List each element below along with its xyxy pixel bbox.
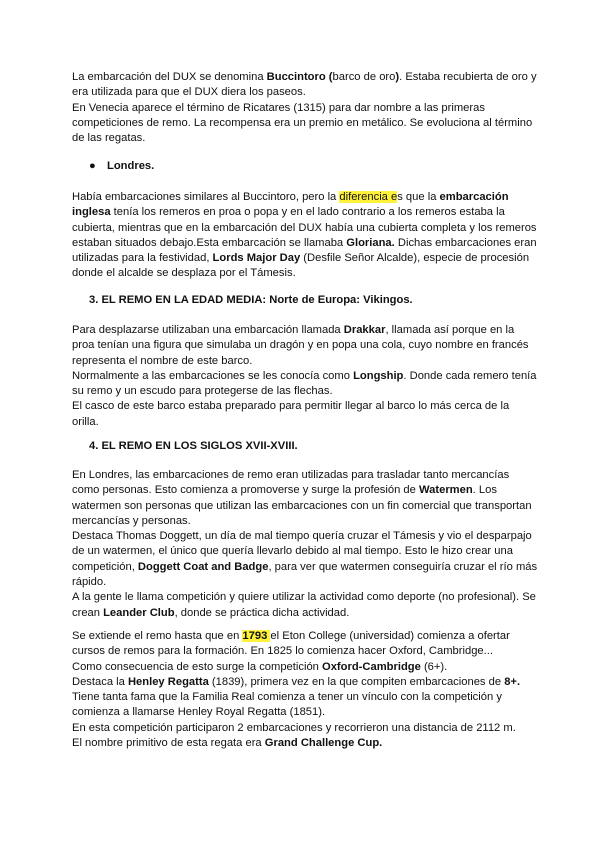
text-run: En Londres, las embarcaciones de remo eran utilizadas para trasladar tanto mercancías como personas. Esto comienza a promoverse y surge la profesión de (72, 469, 510, 497)
paragraph-line (72, 736, 538, 751)
text-run: A la gente le llama competición y quiere utilizar la actividad como deporte (no profesional). Se crean (72, 591, 536, 619)
highlighted-text: diferencia e (339, 191, 398, 203)
paragraph-line (72, 369, 538, 400)
paragraph-line (72, 468, 538, 529)
section-heading-4: 4. EL REMO EN LOS SIGLOS XVII-XVIII. (89, 440, 298, 452)
text-run: (1839), primera vez en la que compiten embarcaciones de (208, 675, 505, 688)
text-run: (Desfile Señor Alcalde), especie de procesión donde el alcalde se desplaza por el Támesis. (72, 252, 530, 280)
bold-term: ) (395, 71, 400, 83)
text-run: Para desplazarse utilizaban una embarcación llamada (72, 324, 344, 336)
text-run: . Los watermen son personas que utilizan las embarcaciones con un fin comercial que transportan mercancías y personas. (72, 484, 532, 527)
bullet-icon: ● (89, 160, 96, 172)
text-run: s que la (397, 191, 440, 203)
paragraph-vikings (72, 323, 538, 430)
text-run: barco de oro (332, 71, 396, 83)
bold-term: Buccintoro ( (266, 71, 333, 83)
bold-term: Longship (353, 369, 404, 382)
text-run: , llamada así porque en la proa tenían una figura que simulaba un dragón y en popa una cola, cuyo nombre en francés representa el nombre de este barco. (72, 324, 529, 367)
text-run: . Estaba recubierta de oro y era utilizada para que el DUX diera los paseos. (72, 71, 537, 99)
bold-term: Henley Regatta (127, 675, 209, 688)
text-run: Destaca Thomas Doggett, un día de mal tiempo quería cruzar el Támesis y vio el desparpajo de un watermen, el único que quería llevarlo debido al mal tiempo. Esto le hizo crear una competición, (72, 530, 532, 573)
bullet-heading-london: Londres. (107, 160, 155, 172)
paragraph-line (72, 629, 538, 660)
section-heading-3: 3. EL REMO EN LA EDAD MEDIA: Norte de Europa: Vikingos. (89, 294, 413, 306)
paragraph-line: Tiene tanta fama que la Familia Real comienza a tener un vínculo con la competición y comienza a llamarse Henley Royal Regatta (1851). (72, 691, 502, 719)
text-run: , para ver que watermen conseguiría cruzar el río más rápido. (72, 560, 538, 589)
text-run: Había embarcaciones similares al Buccintoro, pero la (72, 191, 340, 203)
text-run: El nombre primitivo de esta regata era (72, 737, 265, 750)
bold-term: Drakkar (343, 324, 386, 336)
paragraph-buccintoro (72, 70, 538, 146)
bold-term: Leander Club (103, 606, 175, 619)
text-run: (6+). (420, 660, 448, 673)
paragraph-regattas (72, 629, 538, 751)
text-run: Se extiende el remo hasta que en (72, 630, 243, 642)
text-run: el Eton College (universidad) comienza a ofertar cursos de remos para la formación. En 1825 lo comienza hacer Oxford, Cambridge... (72, 630, 510, 658)
paragraph-line: En Venecia aparece el término de Ricatares (1315) para dar nombre a las primeras competiciones de remo. La recompensa era un premio en metálico. Se evoluciona al término de las regatas. (72, 101, 533, 145)
bold-term: embarcación inglesa (72, 191, 509, 219)
paragraph-line (72, 190, 538, 282)
paragraph-line (72, 70, 538, 101)
bold-term: Lords Major Day (212, 252, 301, 265)
paragraph-line (72, 660, 538, 675)
text-run: Como consecuencia de esto surge la competición (72, 660, 322, 673)
paragraph-line (72, 323, 538, 369)
text-run: tenía los remeros en proa o popa y en el lado contrario a los remeros estaba la cubierta, mientras que en la embarcación del DUX había una cubierta completa y los remeros estaban situados debajo.Esta embarcación se llamaba (72, 206, 537, 249)
text-run: . Donde cada remero tenía su remo y un escudo para protegerse de las flechas. (72, 369, 537, 398)
paragraph-line (72, 675, 538, 690)
bold-term: Grand Challenge Cup. (264, 737, 383, 750)
bold-term: Gloriana. (346, 236, 395, 249)
text-run: Normalmente a las embarcaciones se les conocía como (72, 369, 354, 382)
paragraph-gloriana (72, 190, 538, 282)
bold-term: 8+. (504, 675, 521, 688)
bold-term: Doggett Coat and Badge (137, 560, 269, 573)
text-run: , donde se práctica dicha actividad. (174, 606, 350, 619)
bold-term: Watermen (419, 484, 473, 497)
text-run: La embarcación del DUX se denomina (72, 71, 267, 83)
bold-term: Oxford-Cambridge (322, 660, 421, 673)
paragraph-line: En esta competición participaron 2 embarcaciones y recorrieron una distancia de 2112 m. (72, 721, 516, 734)
paragraph-line (72, 529, 538, 590)
highlighted-year: 1793 (242, 630, 271, 642)
text-run: Destaca la (72, 675, 128, 688)
paragraph-line: El casco de este barco estaba preparado para permitir llegar al barco lo más cerca de la orilla. (72, 400, 510, 428)
text-run: Dichas embarcaciones eran utilizadas para la festividad, (72, 236, 537, 265)
paragraph-line (72, 590, 538, 621)
paragraph-watermen (72, 468, 538, 621)
